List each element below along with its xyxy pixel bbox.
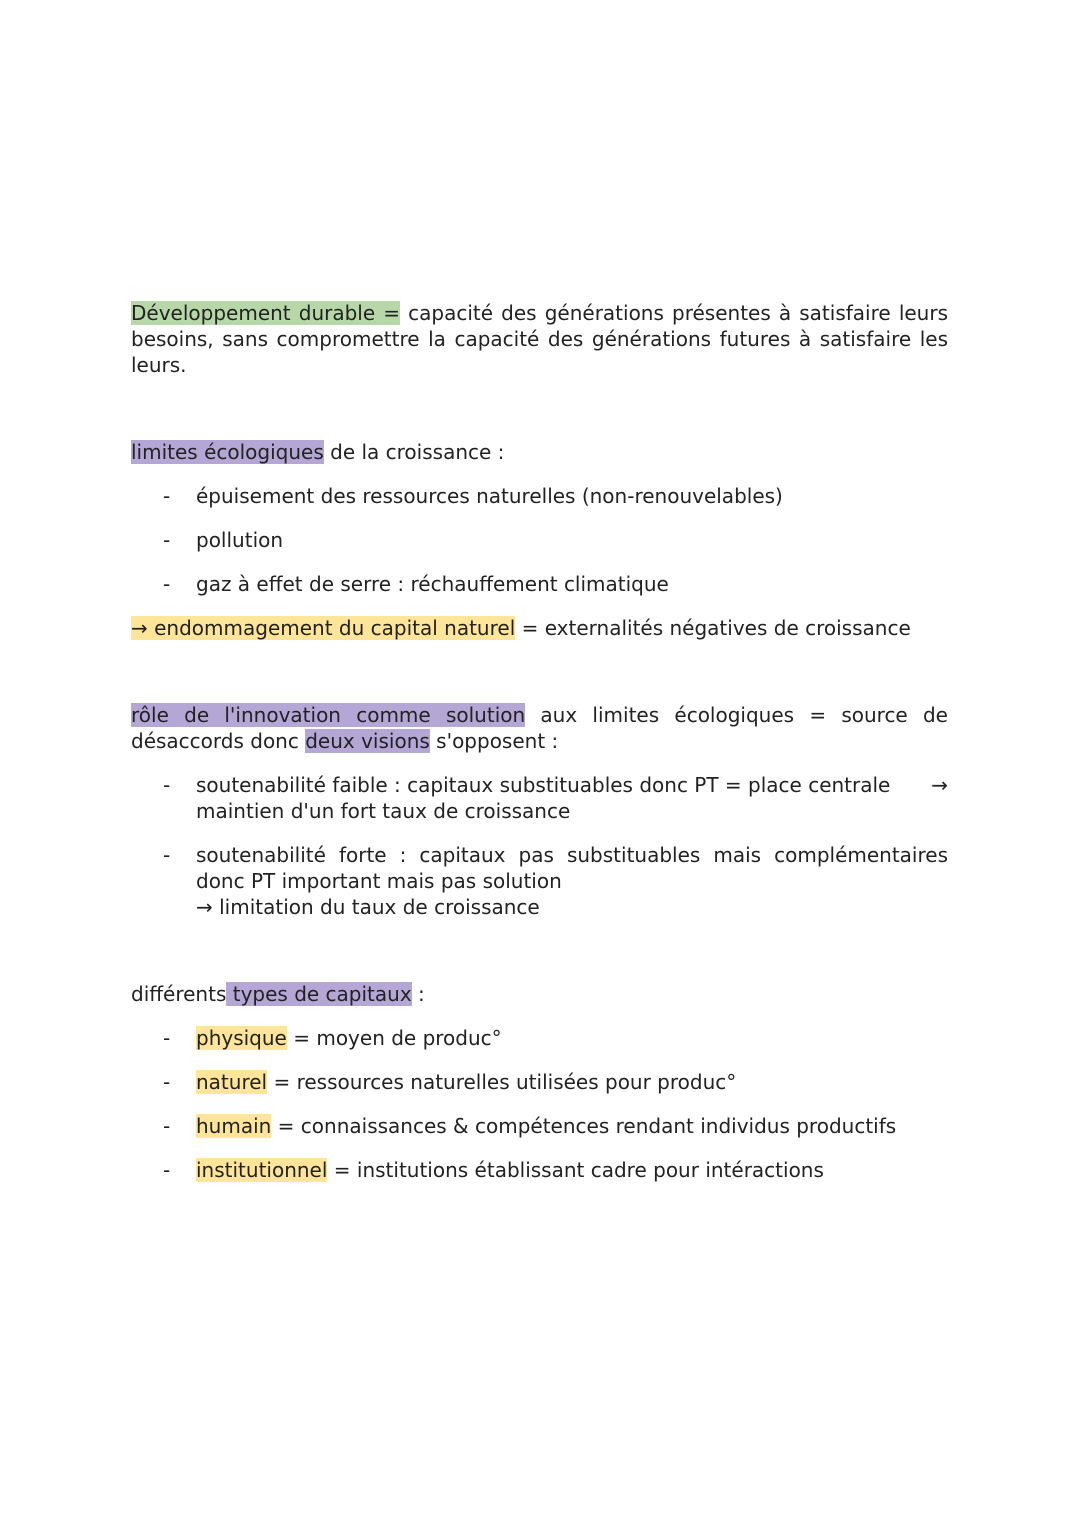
dash-bullet: - — [163, 572, 171, 596]
innovation-item-text: soutenabilité forte : capitaux pas substituables mais complémentaires donc PT important mais pas solution — [196, 843, 948, 893]
limits-item-text: pollution — [196, 528, 284, 552]
dash-bullet: - — [163, 1158, 171, 1182]
capitals-heading — [131, 981, 948, 1007]
list-item — [131, 1157, 948, 1183]
innovation-heading-mid: aux limites écologiques = source de désaccords donc — [131, 703, 948, 753]
dash-bullet: - — [163, 1026, 171, 1050]
capital-definition: = institutions établissant cadre pour intéractions — [327, 1158, 824, 1182]
list-item — [131, 1025, 948, 1051]
capital-definition: = ressources naturelles utilisées pour produc° — [267, 1070, 737, 1094]
list-item — [131, 1113, 948, 1139]
limits-list — [131, 483, 948, 597]
limits-item-text: gaz à effet de serre : réchauffement climatique — [196, 572, 669, 596]
list-item — [131, 1069, 948, 1095]
limits-conclusion — [131, 615, 948, 641]
limits-heading-rest: de la croissance : — [323, 440, 505, 464]
dash-bullet: - — [163, 843, 171, 867]
list-item — [131, 772, 948, 824]
limits-conclusion-rest: = externalités négatives de croissance — [515, 616, 911, 640]
innovation-section — [131, 702, 948, 920]
list-item — [131, 842, 948, 920]
list-item — [131, 571, 948, 597]
innovation-heading — [131, 702, 948, 754]
limits-item-text: épuisement des ressources naturelles (non-renouvelables) — [196, 484, 783, 508]
definition-text: capacité des générations présentes à satisfaire leurs besoins, sans compromettre la capacité des générations futures à satisfaire les leurs. — [131, 301, 948, 377]
capitals-heading-pre: différents — [131, 982, 227, 1006]
innovation-heading-highlight-2: deux visions — [305, 729, 430, 753]
innovation-list — [131, 772, 948, 920]
capital-definition: = connaissances & compétences rendant individus productifs — [271, 1114, 897, 1138]
limits-conclusion-highlight: → endommagement du capital naturel — [131, 616, 516, 640]
capital-definition: = moyen de produc° — [286, 1026, 502, 1050]
dash-bullet: - — [163, 1070, 171, 1094]
definition-paragraph — [131, 300, 948, 378]
innovation-item-text: soutenabilité faible : capitaux substituables donc PT = place centrale — [196, 773, 891, 797]
dash-bullet: - — [163, 528, 171, 552]
capital-term: institutionnel — [196, 1158, 328, 1182]
definition-term: Développement durable = — [131, 301, 401, 325]
capitals-heading-rest: : — [411, 982, 425, 1006]
innovation-heading-rest: s'opposent : — [429, 729, 559, 753]
capitals-heading-highlight: types de capitaux — [226, 982, 412, 1006]
capitals-list — [131, 1025, 948, 1183]
limits-heading-highlight: limites écologiques — [131, 440, 324, 464]
arrow-right-icon: → — [931, 773, 948, 797]
innovation-item-line2: → limitation du taux de croissance — [196, 895, 540, 919]
innovation-item-line2: maintien d'un fort taux de croissance — [196, 799, 571, 823]
capital-term: physique — [196, 1026, 287, 1050]
limits-heading — [131, 439, 948, 465]
notes-page — [131, 300, 948, 1183]
list-item — [131, 527, 948, 553]
dash-bullet: - — [163, 773, 171, 797]
limits-section — [131, 439, 948, 641]
dash-bullet: - — [163, 1114, 171, 1138]
capital-term: naturel — [196, 1070, 268, 1094]
list-item — [131, 483, 948, 509]
dash-bullet: - — [163, 484, 171, 508]
capitals-section — [131, 981, 948, 1183]
capital-term: humain — [196, 1114, 272, 1138]
innovation-heading-highlight: rôle de l'innovation comme solution — [131, 703, 526, 727]
